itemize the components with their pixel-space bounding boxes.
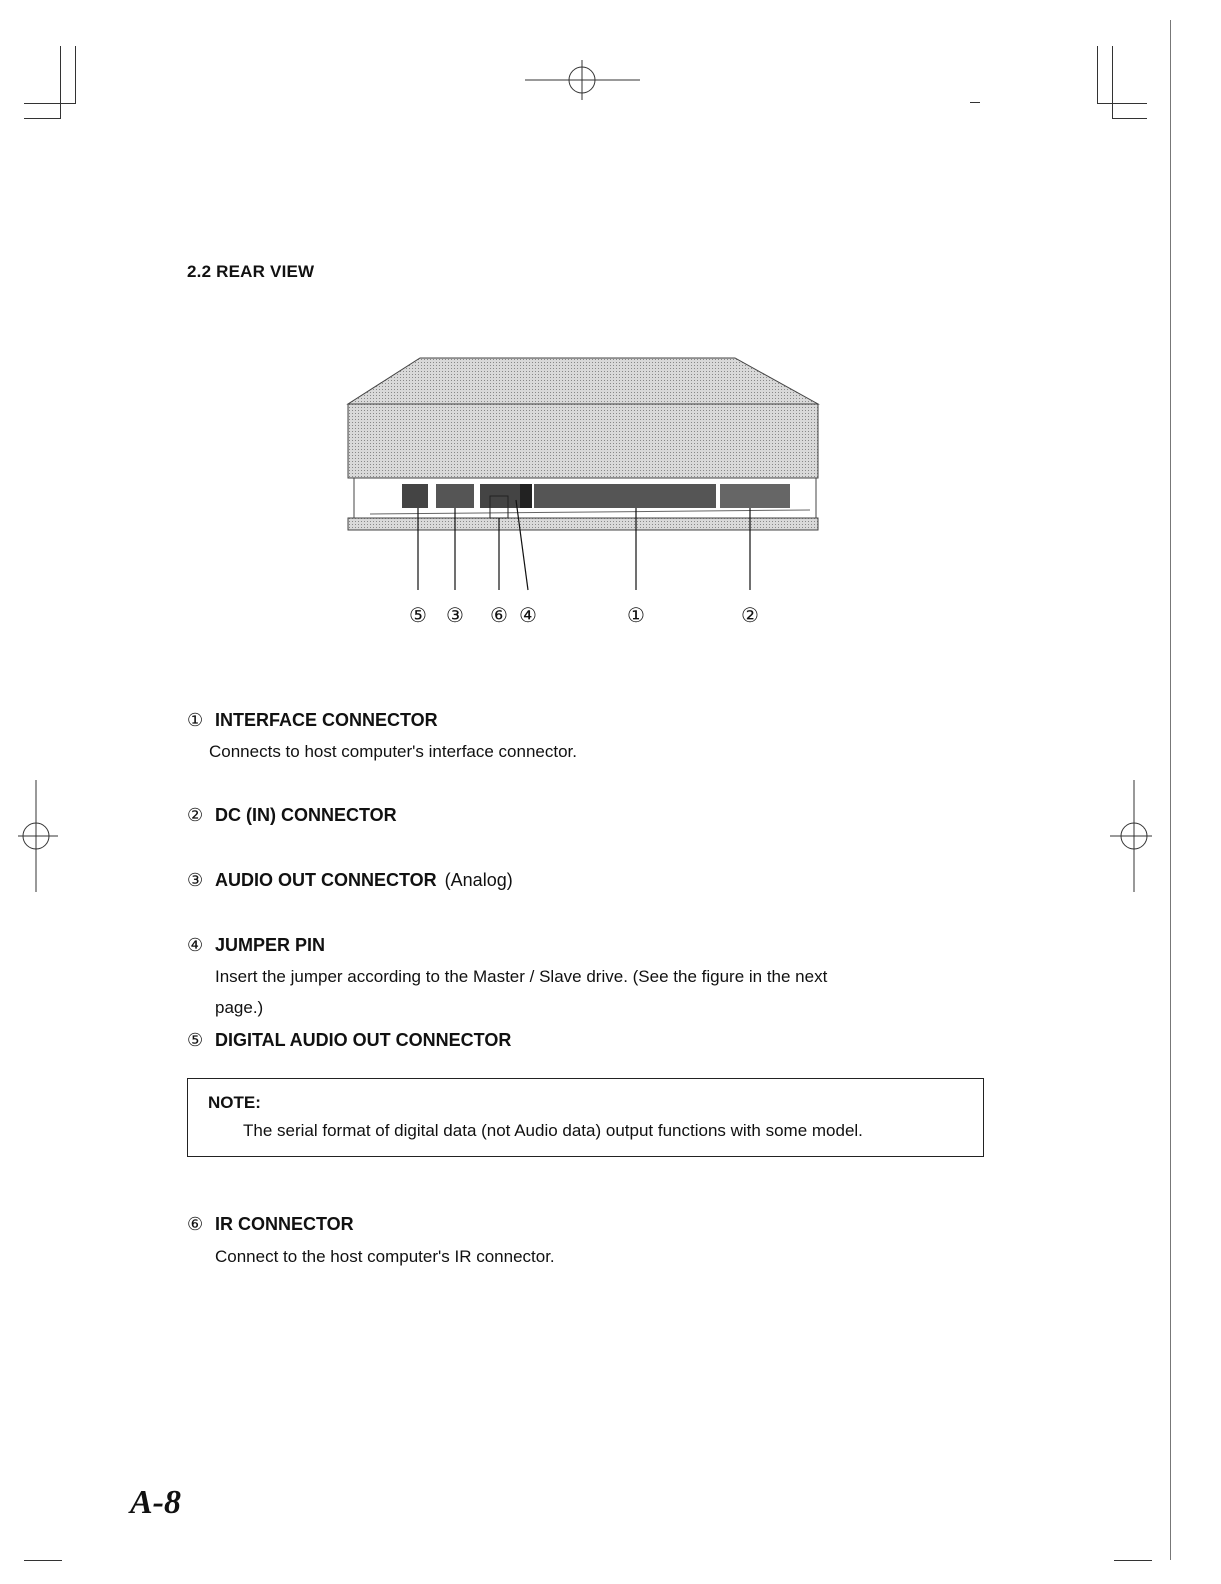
crop-mark-top-left-v2 [75,46,76,104]
crop-mark-top-right-v2 [1112,46,1113,118]
crop-mark-bottom-right [1114,1560,1152,1561]
rear-view-figure [340,350,830,640]
item-number: ④ [187,935,204,955]
item-title: JUMPER PIN [215,935,326,955]
item-interface-connector [187,710,438,731]
callout-1: ① [627,603,645,627]
callout-2: ② [741,603,759,627]
note-title: NOTE: [208,1093,261,1112]
dc-in-connector [720,484,790,508]
crop-mark-top-right-h [1097,103,1147,104]
audio-out-connector [436,484,474,508]
item-number: ① [187,710,204,730]
item-number: ② [187,805,204,825]
section-title: 2.2 REAR VIEW [187,262,315,281]
note-text: The serial format of digital data (not Audio data) output functions with some model. [243,1121,863,1140]
item-description: Connect to the host computer's IR connector. [215,1247,555,1266]
item-title: IR CONNECTOR [215,1214,354,1234]
item-ir-connector [187,1214,354,1235]
crop-mark-top-left-h [24,103,76,104]
dash-mark [970,102,980,103]
interface-connector [534,484,716,508]
item-dc-in-connector [187,805,397,826]
digital-audio-connector [402,484,428,508]
item-description-line1: Insert the jumper according to the Master / Slave drive. (See the figure in the next [215,967,828,986]
item-description-line2: page.) [215,998,264,1017]
registration-mark-top [525,60,640,100]
item-description: Connects to host computer's interface connector. [209,742,577,761]
item-title: DC (IN) CONNECTOR [215,805,397,825]
item-title: DIGITAL AUDIO OUT CONNECTOR [215,1030,512,1050]
callout-6: ⑥ [490,603,508,627]
item-number: ③ [187,870,204,890]
crop-mark-top-left-v [60,46,61,118]
item-audio-out-connector [187,870,513,891]
item-extra: (Analog) [444,870,513,890]
item-title: AUDIO OUT CONNECTOR [215,870,437,890]
drive-rear-body [348,404,818,478]
callout-3: ③ [446,603,464,627]
crop-mark-bottom-left [24,1560,62,1561]
item-jumper-pin [187,935,325,956]
callout-5: ⑤ [409,603,427,627]
note-box [187,1078,984,1157]
drive-top-panel [348,358,818,404]
registration-mark-left [18,780,58,892]
item-title: INTERFACE CONNECTOR [215,710,438,730]
item-number: ⑥ [187,1214,204,1234]
scan-edge-line [1170,20,1171,1560]
item-number: ⑤ [187,1030,204,1050]
item-digital-audio-out-connector [187,1030,511,1051]
jumper-pins [520,484,532,508]
crop-mark-top-right-v [1097,46,1098,104]
crop-mark-top-right-h2 [1112,118,1147,119]
crop-mark-top-left-h2 [24,118,61,119]
registration-mark-right [1110,780,1152,892]
callout-4: ④ [519,603,537,627]
page-number: A-8 [130,1484,181,1521]
